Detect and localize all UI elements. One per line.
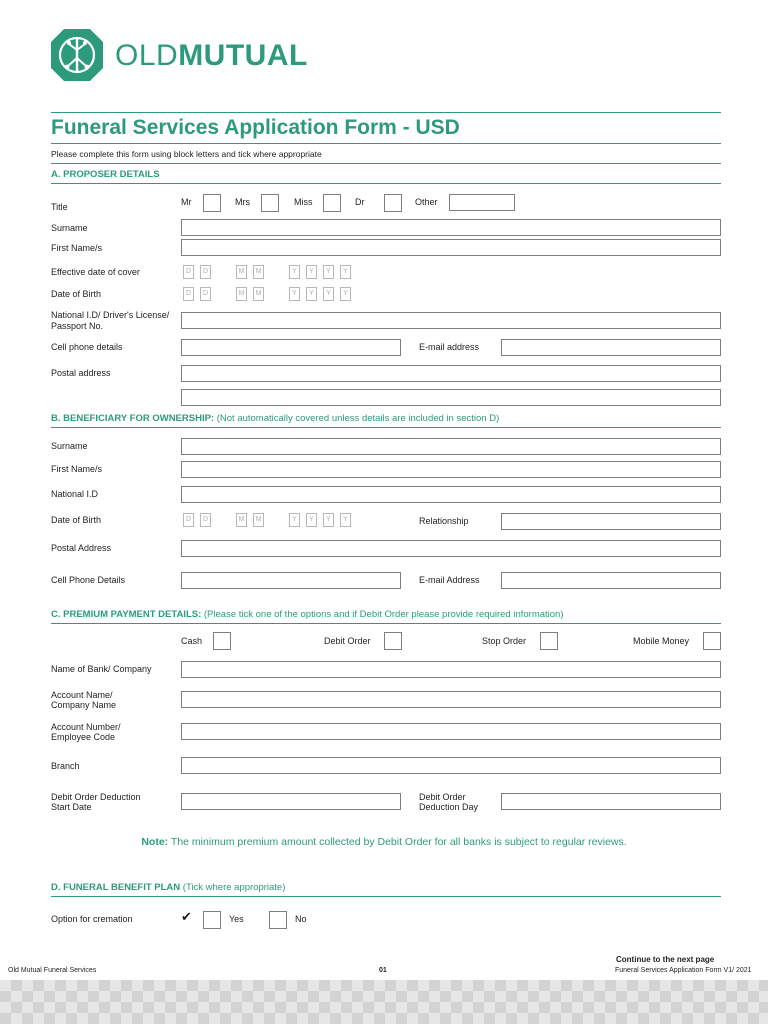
- deduction-day-label-line1: Debit Order: [419, 792, 466, 802]
- start-date-label-line1: Debit Order Deduction: [51, 792, 141, 802]
- footer-page-number: 01: [379, 967, 387, 974]
- date-month-cell[interactable]: M: [253, 513, 264, 527]
- checkmark-icon: ✔: [181, 909, 192, 924]
- date-month-cell[interactable]: M: [236, 265, 247, 279]
- date-year-cell[interactable]: Y: [306, 513, 317, 527]
- note-text: The minimum premium amount collected by Debit Order for all banks is subject to regular reviews.: [170, 836, 627, 848]
- date-year-cell[interactable]: Y: [323, 513, 334, 527]
- date-year-cell[interactable]: Y: [289, 513, 300, 527]
- effective-date-label: Effective date of cover: [51, 267, 140, 277]
- section-a-rule: [51, 183, 721, 184]
- title-option-miss-label: Miss: [294, 197, 313, 207]
- premium-note: [0, 836, 768, 848]
- title-top-rule: [51, 112, 721, 113]
- proposer-first-names-field[interactable]: [181, 239, 721, 256]
- title-mr-checkbox[interactable]: [203, 194, 221, 212]
- title-option-other-label: Other: [415, 197, 438, 207]
- title-other-field[interactable]: [449, 194, 515, 211]
- logo-text-light: OLD: [115, 39, 179, 72]
- continue-note: Continue to the next page: [616, 955, 715, 964]
- account-name-field[interactable]: [181, 691, 721, 708]
- date-day-cell[interactable]: D: [200, 513, 211, 527]
- beneficiary-cell-label: Cell Phone Details: [51, 575, 126, 585]
- logo-text-bold: MUTUAL: [178, 39, 308, 72]
- footer-company: Old Mutual Funeral Services: [8, 967, 97, 974]
- proposer-surname-field[interactable]: [181, 219, 721, 236]
- surname-label: Surname: [51, 223, 88, 233]
- start-date-label-line2: Start Date: [51, 802, 92, 812]
- date-year-cell[interactable]: Y: [306, 287, 317, 301]
- section-d-heading: D. FUNERAL BENEFIT PLAN (Tick where appropriate): [51, 882, 286, 893]
- cremation-no-checkbox[interactable]: [269, 911, 287, 929]
- date-month-cell[interactable]: M: [236, 513, 247, 527]
- date-year-cell[interactable]: Y: [306, 265, 317, 279]
- logo-wordmark: [115, 40, 308, 72]
- date-year-cell[interactable]: Y: [289, 265, 300, 279]
- date-month-cell[interactable]: M: [236, 287, 247, 301]
- date-year-cell[interactable]: Y: [340, 287, 351, 301]
- beneficiary-cell-field[interactable]: [181, 572, 401, 589]
- national-id-label-line1: National I.D/ Driver's License/: [51, 310, 170, 320]
- beneficiary-postal-field[interactable]: [181, 540, 721, 557]
- section-c-heading: C. PREMIUM PAYMENT DETAILS: (Please tick one of the options and if Debit Order please provide required information): [51, 609, 564, 620]
- payment-stop-order-checkbox[interactable]: [540, 632, 558, 650]
- section-a-heading: A. PROPOSER DETAILS: [51, 169, 160, 180]
- branch-label: Branch: [51, 761, 80, 771]
- beneficiary-first-names-field[interactable]: [181, 461, 721, 478]
- beneficiary-surname-label: Surname: [51, 441, 88, 451]
- cremation-yes-label: Yes: [229, 914, 244, 924]
- title-option-dr-label: Dr: [355, 197, 365, 207]
- account-number-label-line1: Account Number/: [51, 722, 121, 732]
- date-year-cell[interactable]: Y: [323, 265, 334, 279]
- account-name-label-line2: Company Name: [51, 700, 117, 710]
- beneficiary-surname-field[interactable]: [181, 438, 721, 455]
- bank-name-field[interactable]: [181, 661, 721, 678]
- national-id-field[interactable]: [181, 312, 721, 329]
- beneficiary-email-field[interactable]: [501, 572, 721, 589]
- deduction-day-field[interactable]: [501, 793, 721, 810]
- section-b-subheading: (Not automatically covered unless details are included in section D): [216, 413, 500, 424]
- title-mrs-checkbox[interactable]: [261, 194, 279, 212]
- relationship-field[interactable]: [501, 513, 721, 530]
- date-day-cell[interactable]: D: [200, 287, 211, 301]
- section-c-subheading: (Please tick one of the options and if Debit Order please provide required information): [203, 609, 564, 620]
- bank-label: Name of Bank/ Company: [51, 664, 152, 674]
- postal-address-field-2[interactable]: [181, 389, 721, 406]
- deduction-day-label-line2: Deduction Day: [419, 802, 479, 812]
- form-title: Funeral Services Application Form - USD: [51, 116, 460, 139]
- date-year-cell[interactable]: Y: [340, 513, 351, 527]
- section-b-heading: B. BENEFICIARY FOR OWNERSHIP: (Not automatically covered unless details are included in section D): [51, 413, 500, 424]
- date-year-cell[interactable]: Y: [340, 265, 351, 279]
- payment-cash-checkbox[interactable]: [213, 632, 231, 650]
- cremation-no-label: No: [295, 914, 307, 924]
- payment-debit-order-label: Debit Order: [324, 636, 371, 646]
- date-day-cell[interactable]: D: [183, 287, 194, 301]
- beneficiary-national-id-field[interactable]: [181, 486, 721, 503]
- section-d-rule: [51, 896, 721, 897]
- national-id-label-line2: Passport No.: [51, 321, 104, 331]
- beneficiary-first-names-label: First Name/s: [51, 464, 103, 474]
- beneficiary-dob-label: Date of Birth: [51, 515, 102, 525]
- title-dr-checkbox[interactable]: [384, 194, 402, 212]
- note-label: Note:: [141, 836, 169, 848]
- date-day-cell[interactable]: D: [183, 513, 194, 527]
- old-mutual-tree-icon: [50, 28, 104, 82]
- date-day-cell[interactable]: D: [183, 265, 194, 279]
- section-d-subheading: (Tick where appropriate): [182, 882, 286, 893]
- postal-label: Postal address: [51, 368, 111, 378]
- payment-stop-order-label: Stop Order: [482, 636, 527, 646]
- date-month-cell[interactable]: M: [253, 287, 264, 301]
- payment-mobile-money-checkbox[interactable]: [703, 632, 721, 650]
- first-names-label: First Name/s: [51, 243, 103, 253]
- beneficiary-email-label: E-mail Address: [419, 575, 480, 585]
- branch-field[interactable]: [181, 757, 721, 774]
- payment-debit-order-checkbox[interactable]: [384, 632, 402, 650]
- beneficiary-national-id-label: National I.D: [51, 489, 99, 499]
- section-c-rule: [51, 623, 721, 624]
- email-label: E-mail address: [419, 342, 480, 352]
- payment-mobile-money-label: Mobile Money: [633, 636, 690, 646]
- title-option-mrs-label: Mrs: [235, 197, 250, 207]
- date-year-cell[interactable]: Y: [289, 287, 300, 301]
- cremation-yes-checkbox[interactable]: [203, 911, 221, 929]
- title-bottom-rule: [51, 143, 721, 144]
- dob-label: Date of Birth: [51, 289, 102, 299]
- footer-pattern-band: [0, 980, 768, 1024]
- postal-address-field-1[interactable]: [181, 365, 721, 382]
- cell-label: Cell phone details: [51, 342, 123, 352]
- beneficiary-postal-label: Postal Address: [51, 543, 112, 553]
- payment-cash-label: Cash: [181, 636, 203, 646]
- section-b-rule: [51, 427, 721, 428]
- date-day-cell[interactable]: D: [200, 265, 211, 279]
- account-number-field[interactable]: [181, 723, 721, 740]
- account-number-label-line2: Employee Code: [51, 732, 116, 742]
- date-year-cell[interactable]: Y: [323, 287, 334, 301]
- footer-form-version: Funeral Services Application Form V1/ 2021: [615, 967, 752, 974]
- proposer-email-field[interactable]: [501, 339, 721, 356]
- instructions-rule: [51, 163, 721, 164]
- title-label: Title: [51, 202, 68, 212]
- date-month-cell[interactable]: M: [253, 265, 264, 279]
- title-option-mr-label: Mr: [181, 197, 192, 207]
- proposer-cell-field[interactable]: [181, 339, 401, 356]
- form-instructions: Please complete this form using block letters and tick where appropriate: [51, 149, 322, 159]
- deduction-start-date-field[interactable]: [181, 793, 401, 810]
- title-miss-checkbox[interactable]: [323, 194, 341, 212]
- cremation-label: Option for cremation: [51, 914, 133, 924]
- account-name-label-line1: Account Name/: [51, 690, 113, 700]
- relationship-label: Relationship: [419, 516, 469, 526]
